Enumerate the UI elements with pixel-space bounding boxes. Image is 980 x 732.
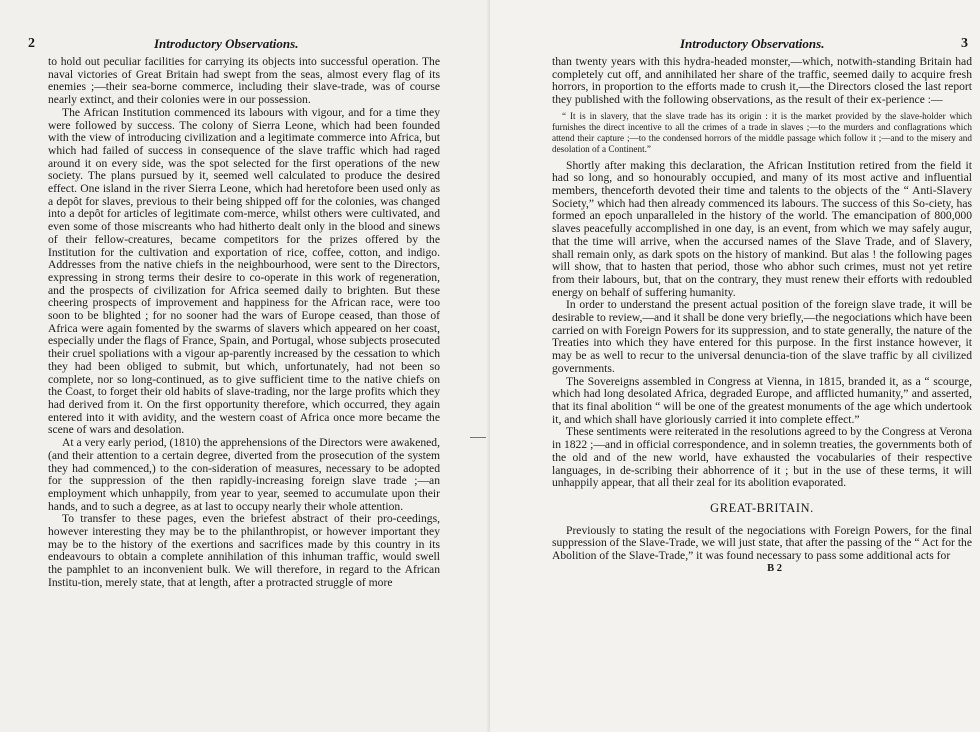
paragraph: In order to understand the present actual position of the foreign slave trade, it will be desirable to review,—and it shall be done very briefly,—the negociations which have been carried on with Foreign Powers for its suppression, and to state generally, the nature of the Treaties into which they have entered for this purpose. In the first instance however, it may be as well to recur to the universal denuncia-tion of the slave traffic by all civilized governments.: [552, 298, 972, 375]
paragraph: To transfer to these pages, even the briefest abstract of their pro-ceedings, however interesting they may be to the philanthropist, or however important they may be to the history of the exertions and sacrifices made by this country in its endeavours to obtain a complete annihilation of this inhuman traffic, would swell the pamphlet to an inconvenient bulk. We will therefore, in regard to the African Institu-tion, merely state, that at length, after a protracted struggle of more: [48, 512, 440, 589]
paragraph: The Sovereigns assembled in Congress at Vienna, in 1815, branded it, as a “ scourge, which had long desolated Africa, degraded Europe, and afflicted humanity,” and asserted, that its final abolition “ will be one of the greatest monuments of the age which undertook it, and which shall have gloriously carried it into complete effect.”: [552, 374, 972, 426]
paragraph: than twenty years with this hydra-headed monster,—which, notwith-standing Britain had completely cut off, and annihilated her share of the traffic, seemed daily to acquire fresh horrors, in proportion to the efforts made to crush it,—the Directors closed the last report they published with the following observations, as the result of their ex-perience :—: [552, 55, 972, 107]
paragraph: Shortly after making this declaration, the African Institution retired from the field it had so long, and so honourably occupied, and many of its most active and influential members, thenceforth devoted their time and talents to the objects of the “ Anti-Slavery Society,” which had then already commenced its labours. The success of this So-ciety, has formed an epoch unparalleled in the history of the world. The emancipation of 800,000 slaves peacefully accomplished in one day, is an event, from which we may safely augur, that the time will arrive, when the accursed names of the Slave Trade, and of Slavery, shall remain only, as dark spots on the history of mankind. But alas ! the following pages will show, that to hasten that period, those who abhor such crimes, must not yet retire from their labours, but, that on the contrary, they must renew their efforts with redoubled energy on behalf of suffering humanity.: [552, 158, 972, 299]
right-page: [490, 0, 980, 732]
paragraph: The African Institution commenced its labours with vigour, and for a time they were followed by success. The colony of Sierra Leone, which had been founded with the view of introducing civilization and a legitimate commerce into Africa, but which had failed of success in consequence of the slave traffic which had raged around it on every side, was the spot selected for the first operations of the new society. The plans pursued by it, seemed well calculated to produce the desired effect. One island in the river Sierra Leone, which had heretofore been used only as a depôt for slaves, previous to their being shipped off for the colonies, was changed into a depôt for articles of legitimate com-merce, whilst others were cultivated, and even some of those miscreants who had hitherto dealt only in the blood and sinews of their fellow-creatures, became competitors for the prizes offered by the Institution for the cultivation and exportation of rice, coffee, cotton, and indigo. Addresses from the native chiefs in the neighbourhood, were sent to the Directors, expressing in strong terms their desire to co-operate in this work of regeneration, and the prospects of civilization for Africa seemed daily to brighten. But these cheering prospects of improvement and happiness for the African race, were too soon to be blighted ; for no sooner had the wars of Europe ceased, than those of Africa were again fomented by the swarms of slavers which appeared on her coast, especially under the flags of France, Spain, and Portugal, whose subjects prosecuted their cruel spoliations with a vigour ap-parently increased by the cessation to which they had been obliged to submit, but which, unfortunately, had not been so complete, nor so long-continued, as to give sufficient time to the native chiefs on the Coast, to forget their old habits of slave-trading, nor the large profits which they had derived from it. On the first opportunity therefore, which occurred, they again entered into it with avidity, and the western coast of Africa once more became the scene of wars and desolation.: [48, 105, 440, 437]
paragraph: These sentiments were reiterated in the resolutions agreed to by the Congress at Verona in 1822 ;—and in official correspondence, and in solemn treaties, the governments both of the old and of the new world, have exhausted the vocabularies of their respective languages, in de-scribing their abhorrence of it ; but in the use of these terms, it will unhappily appear, that all their zeal for its abolition evaporated.: [552, 425, 972, 490]
paragraph: At a very early period, (1810) the apprehensions of the Directors were awakened, (and their attention to a certain degree, diverted from the prosecution of the system they had commenced,) to the con-sideration of measures, necessary to be adopted for the suppression of the then rapidly-increasing foreign slave trade ;—an employment which unhappily, from year to year, seemed to accumulate upon their hands, and to such a degree, as at last to occupy nearly their whole attention.: [48, 436, 440, 513]
running-head-title: Introductory Observations.: [680, 36, 825, 51]
left-page-body: [48, 56, 440, 590]
right-page-body: [552, 56, 972, 575]
page-number: 3: [961, 36, 968, 51]
paragraph: to hold out peculiar facilities for carrying its objects into successful operation. The naval victories of Great Britain had swept from the seas, almost every flag of its enemies ;—their sea-borne commerce, including their slave-trade, was of course nearly extinct, and their colonies were in our possession.: [48, 55, 440, 107]
margin-rule: [470, 437, 486, 438]
paragraph: Previously to stating the result of the negociations with Foreign Powers, for the final suppression of the Slave-Trade, we will just state, that after the passing of the “ Act for the Abolition of the Slave-Trade,” it was found necessary to pass some additional acts for: [552, 523, 972, 563]
running-head-title: Introductory Observations.: [154, 36, 299, 51]
quote-text: “ It is in slavery, that the slave trade has its origin : it is the market provided by the slave-holder which furnishes the direct incentive to all the crimes of a trade in slaves ;—to the murders and conflagrations which attend their capture ;—to the condensed horrors of the middle passage which follow it ;—and to the misery and desolation of a Continent.”: [552, 110, 972, 155]
running-head-left: [28, 36, 442, 54]
running-head-right: [550, 36, 968, 54]
section-heading: GREAT-BRITAIN.: [710, 500, 814, 515]
signature-mark: B 2: [767, 562, 782, 574]
block-quote: [552, 111, 972, 156]
page-number: 2: [28, 36, 35, 51]
